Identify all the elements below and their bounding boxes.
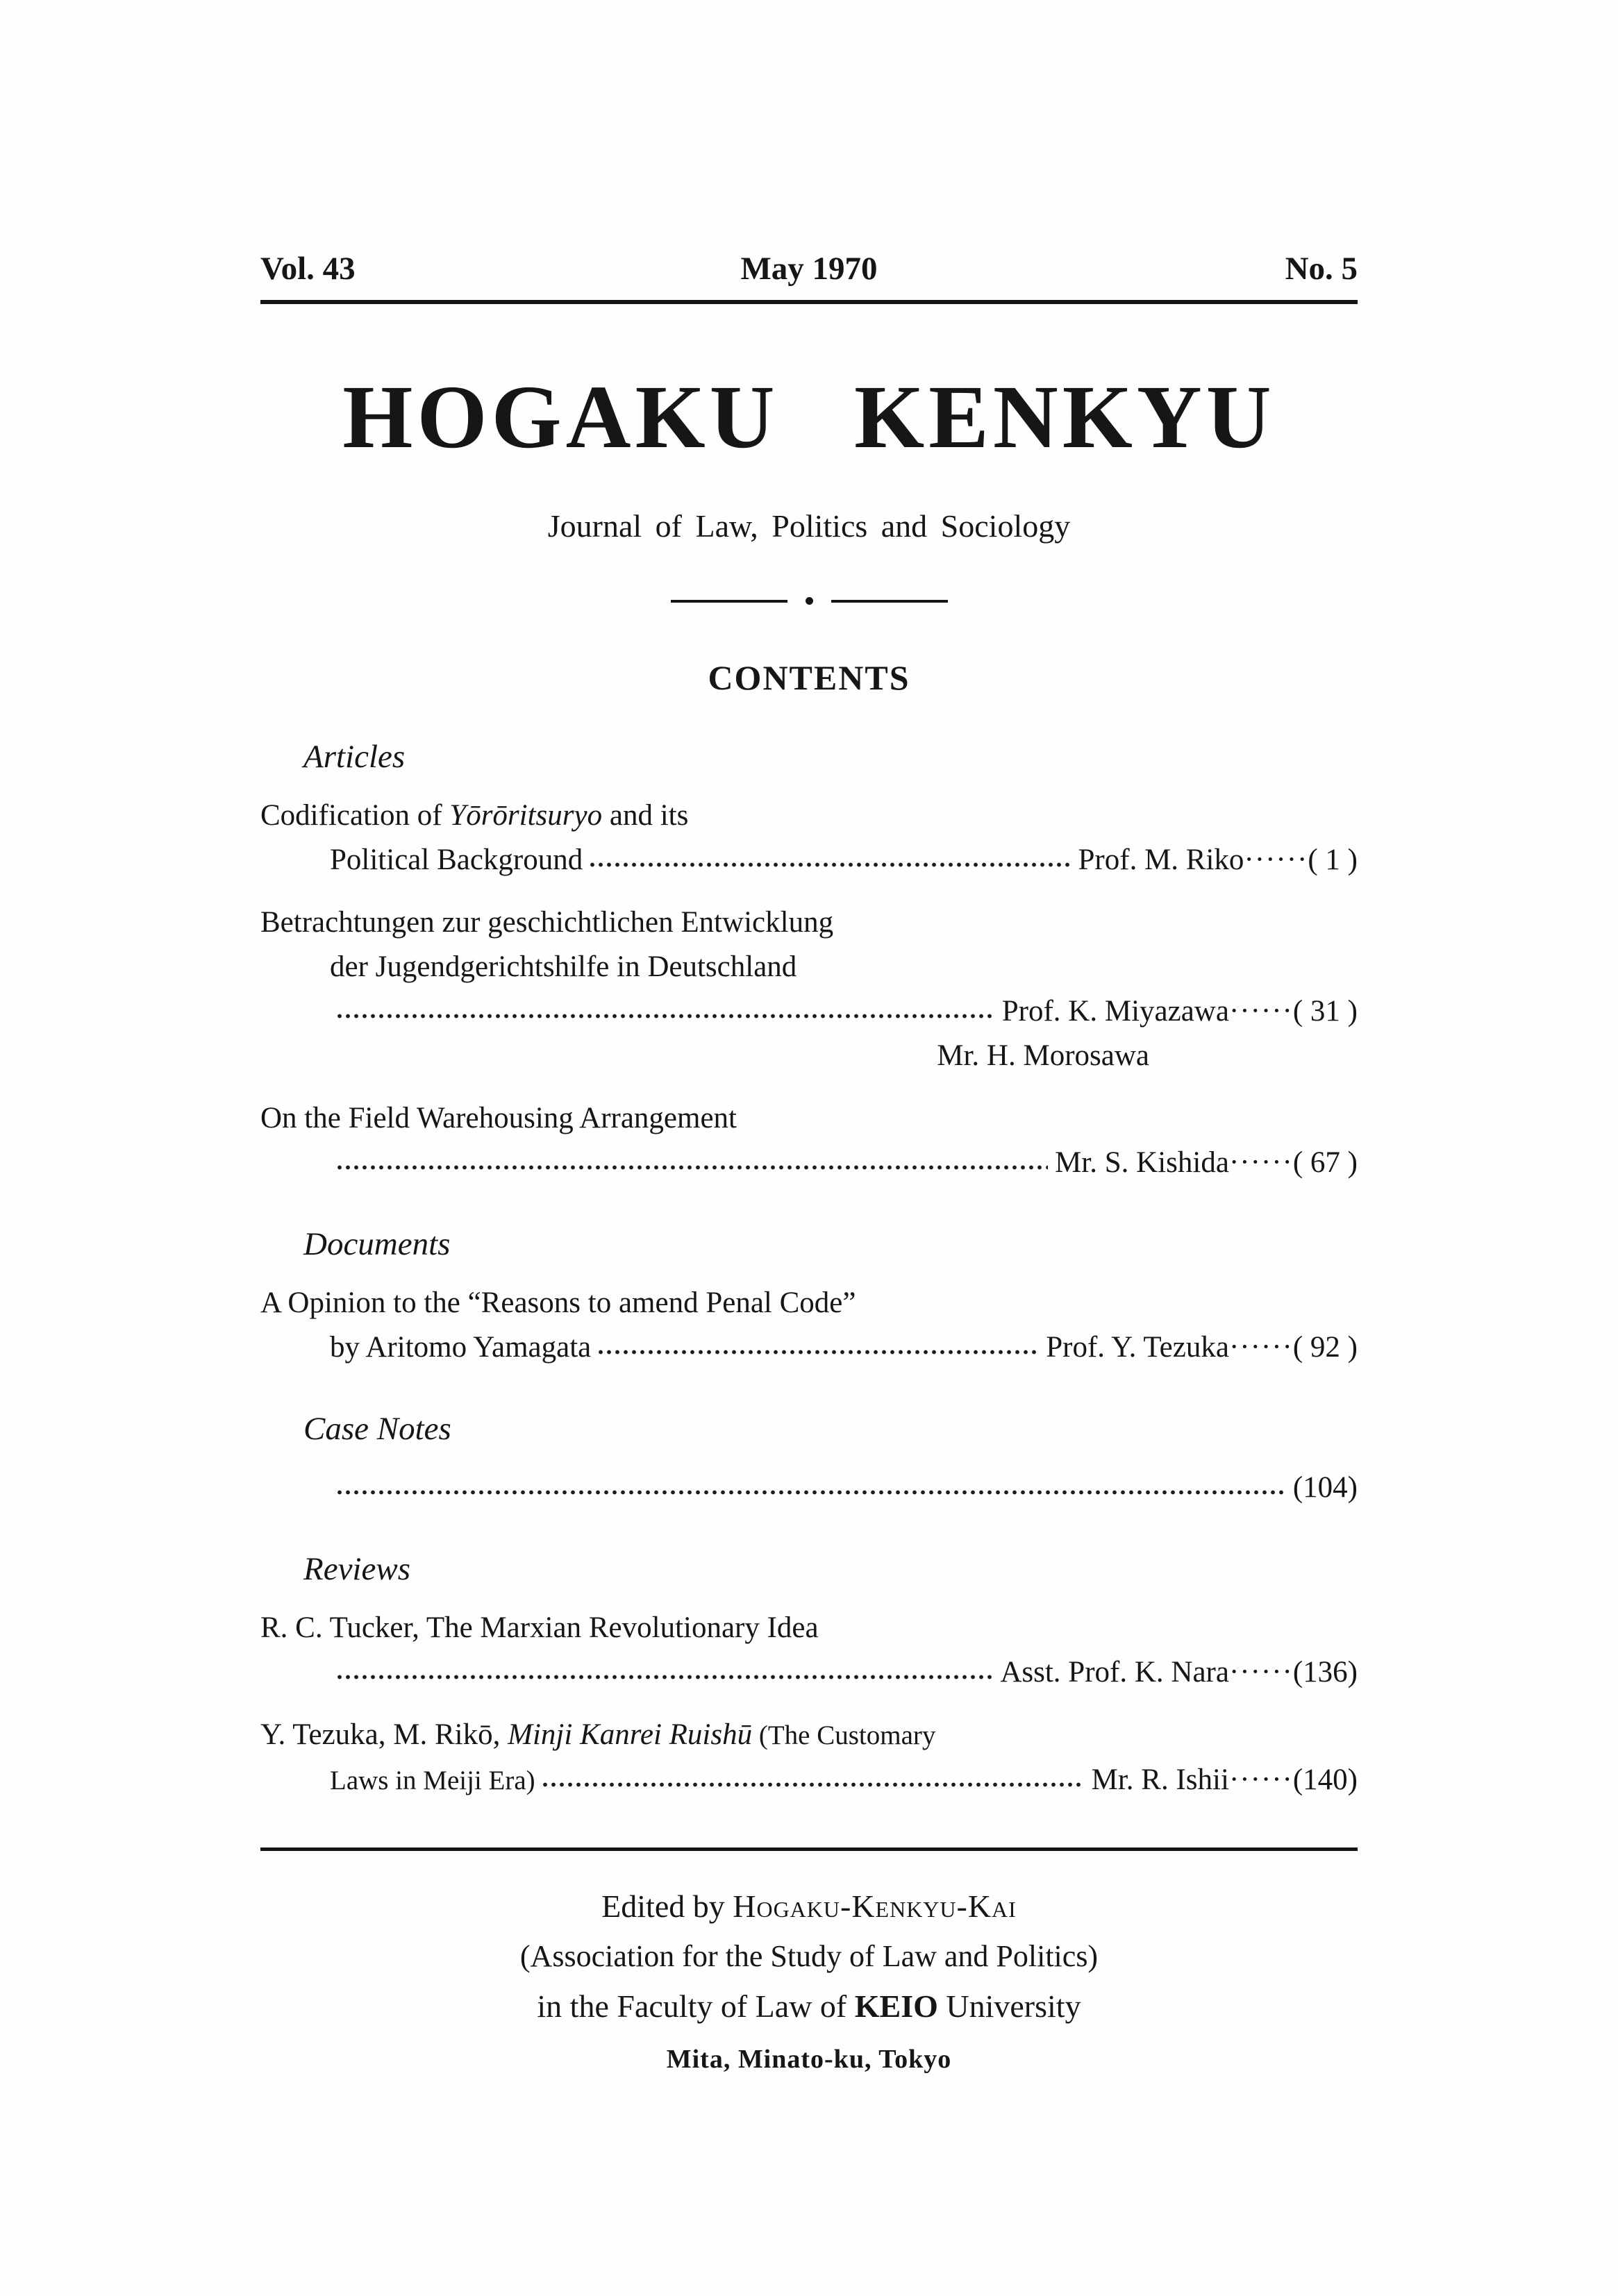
section-heading-case-notes: Case Notes [303,1411,451,1447]
faculty-text: in the Faculty of Law of [537,1988,855,2024]
entry-leader-line [260,1141,1358,1185]
entry-second-author: Mr. H. Morosawa [937,1039,1149,1072]
entry-page: ( 92 ) [1292,1331,1358,1364]
author-page-group [1078,838,1358,882]
author-page-group [1092,1758,1358,1802]
author-page-dots: ······ [1228,1656,1293,1689]
entry-author: Prof. M. Riko [1078,844,1244,876]
faculty-text-after: University [937,1988,1081,2024]
entry-title-part: (The Customary [752,1720,936,1750]
issue-number: No. 5 [1285,251,1358,287]
association-line: (Association for the Study of Law and Politics) [519,1939,1099,1973]
entry-title-line: On the Field Warehousing Arrangement [260,1102,737,1134]
entry-page: (104) [1292,1471,1358,1504]
author-page-dots: ······ [1228,995,1293,1028]
entry-subtitle: by Aritomo Yamagata [330,1331,592,1364]
entry-page: ( 31 ) [1292,995,1358,1028]
entry-leader-line [260,1466,1358,1510]
entry-title-part: Codification of [260,799,450,832]
journal-title: HOGAKU KENKYU [342,367,1276,467]
journal-subtitle: Journal of Law, Politics and Sociology [547,508,1071,544]
entry-leader-line [260,1758,1358,1803]
entry-title-line: R. C. Tucker, The Marxian Revolutionary Idea [260,1611,819,1644]
toc-entry [260,794,1358,882]
entry-title-line [260,1713,1358,1758]
section-heading-articles: Articles [303,739,406,775]
toc-entry [260,900,1358,1078]
author-page-dots: ······ [1244,844,1308,876]
entry-author: Prof. Y. Tezuka [1046,1331,1229,1364]
toc-entry [260,1713,1358,1803]
entry-title-part: Y. Tezuka, M. Rikō, [260,1718,508,1751]
university-name: KEIO [854,1988,938,2024]
author-page-group [1293,1466,1358,1510]
leader-dots [597,1348,1039,1357]
entry-leader-line [260,1650,1358,1695]
issue-header [260,250,1358,287]
imprint [260,1882,1358,2084]
author-page-group [1046,1325,1358,1370]
edited-by-text: Edited by [601,1888,733,1924]
toc-entry [260,1281,1358,1370]
author-page-dots: ······ [1228,1763,1293,1796]
leader-dots [588,860,1071,869]
section-heading-reviews: Reviews [303,1551,410,1587]
toc-entry [260,1606,1358,1695]
entry-title-line: Betrachtungen zur geschichtlichen Entwicklung [260,906,834,939]
entry-title-line2: der Jugendgerichtshilfe in Deutschland [330,950,797,983]
entry-leader-line [260,838,1358,882]
footer-rule [260,1847,1358,1851]
address-line: Mita, Minato-ku, Tokyo [666,2045,952,2074]
ornament-line-right [831,600,948,603]
entry-title-italic: Minji Kanrei Ruishū [508,1718,753,1751]
entry-page: (140) [1292,1763,1358,1796]
issue-date: May 1970 [740,251,878,287]
entry-title-line: A Opinion to the “Reasons to amend Penal Code” [260,1287,856,1319]
entry-title-italic: Yōrōritsuryo [449,799,603,832]
author-page-dots: ······ [1228,1146,1293,1179]
entry-subtitle: Political Background [330,844,583,876]
entry-subtitle: Laws in Meiji Era) [330,1766,535,1795]
entry-title-line [260,794,1358,838]
leader-dots [335,1673,993,1682]
entry-page: ( 1 ) [1308,844,1358,876]
toc-entry [260,1096,1358,1185]
divider-ornament [260,597,1358,605]
author-page-group [1055,1141,1358,1185]
entry-leader-line [260,1325,1358,1370]
entry-author: Prof. K. Miyazawa [1001,995,1229,1028]
leader-dots [541,1780,1085,1789]
author-page-group [1000,1650,1358,1695]
leader-dots [335,1012,995,1021]
entry-author: Mr. S. Kishida [1055,1146,1229,1179]
ornament-line-left [671,600,787,603]
faculty-line [260,1981,1358,2031]
publisher-name: Hogaku-Kenkyu-Kai [733,1888,1017,1924]
volume-label: Vol. 43 [260,251,356,287]
table-of-contents [260,738,1358,1803]
entry-leader-line [260,989,1358,1034]
entry-author: Asst. Prof. K. Nara [1000,1656,1229,1689]
page-content [260,0,1358,2084]
entry-title-part: and its [602,799,689,832]
entry-page: ( 67 ) [1292,1146,1358,1179]
contents-heading: CONTENTS [708,658,910,697]
author-page-dots: ······ [1228,1331,1293,1364]
entry-author: Mr. R. Ishii [1091,1763,1229,1796]
leader-dots [335,1163,1048,1172]
entry-page: (136) [1292,1656,1358,1689]
leader-dots [335,1488,1286,1497]
header-rule [260,300,1358,304]
section-heading-documents: Documents [303,1226,451,1262]
toc-entry [260,1466,1358,1510]
ornament-dot [806,597,813,605]
author-page-group [1002,989,1358,1034]
edited-by-line [260,1882,1358,1932]
